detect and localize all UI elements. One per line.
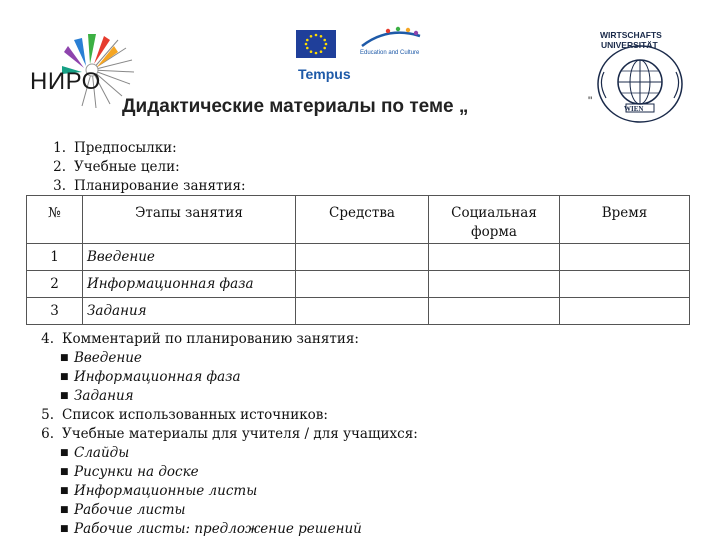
row-number: 3: [27, 298, 83, 325]
table-row: [27, 271, 690, 298]
list-item: ■ Информационная фаза: [60, 369, 241, 385]
header-number: №: [27, 196, 83, 244]
list-item: 2. Учебные цели:: [53, 159, 180, 175]
comments-list: [28, 330, 418, 539]
row-social-form-cell: [429, 298, 560, 325]
table-row: [27, 298, 690, 325]
wu-name-line2: UNIVERSITÄT: [601, 40, 658, 50]
lesson-plan-table: [26, 195, 690, 325]
header-means: Средства: [296, 196, 429, 244]
title-fragment: ": [588, 94, 593, 108]
list-item: 5. Список использованных источников:: [41, 407, 328, 423]
bullet-icon: ■: [60, 486, 69, 496]
row-stage: Задания: [83, 298, 296, 325]
bullet-icon: ■: [60, 391, 69, 401]
row-means-cell: [296, 244, 429, 271]
list-item: ■ Задания: [60, 388, 134, 404]
row-stage: Информационная фаза: [83, 271, 296, 298]
list-item: ■ Введение: [60, 350, 142, 366]
list-item: ■ Информационные листы: [60, 483, 258, 499]
list-item: 6. Учебные материалы для учителя / для учащихся:: [41, 426, 418, 442]
page-title: Дидактические материалы по теме „: [122, 96, 469, 117]
bullet-icon: ■: [60, 372, 69, 382]
row-time-cell: [560, 244, 690, 271]
header-stages: Этапы занятия: [83, 196, 296, 244]
education-culture-label: Education and Culture: [360, 50, 420, 56]
eu-flag-icon: [296, 30, 336, 58]
row-time-cell: [560, 271, 690, 298]
list-item: ■ Рабочие листы: [60, 502, 186, 518]
list-item: ■ Слайды: [60, 445, 130, 461]
bullet-icon: ■: [60, 353, 69, 363]
row-means-cell: [296, 271, 429, 298]
row-time-cell: [560, 298, 690, 325]
table-header-row: [27, 196, 690, 244]
row-number: 1: [27, 244, 83, 271]
header-social-form: Социальная форма: [429, 196, 560, 244]
list-item: ■ Рисунки на доске: [60, 464, 199, 480]
wu-city-label: WIEN: [624, 105, 644, 113]
bullet-icon: ■: [60, 505, 69, 515]
niro-label: НИРО: [30, 68, 101, 95]
list-item: 1. Предпосылки:: [53, 140, 177, 156]
list-item: 3. Планирование занятия:: [53, 178, 246, 194]
row-social-form-cell: [429, 244, 560, 271]
wu-name-line1: WIRTSCHAFTS: [600, 30, 662, 40]
table-row: [27, 244, 690, 271]
bullet-icon: ■: [60, 467, 69, 477]
row-social-form-cell: [429, 271, 560, 298]
row-stage: Введение: [83, 244, 296, 271]
tempus-label: Tempus: [298, 66, 351, 82]
row-means-cell: [296, 298, 429, 325]
list-item: ■ Рабочие листы: предложение решений: [60, 521, 362, 537]
bullet-icon: ■: [60, 448, 69, 458]
bullet-icon: ■: [60, 524, 69, 534]
row-number: 2: [27, 271, 83, 298]
header-time: Время: [560, 196, 690, 244]
list-item: 4. Комментарий по планированию занятия:: [41, 331, 359, 347]
plan-list: [40, 139, 246, 196]
